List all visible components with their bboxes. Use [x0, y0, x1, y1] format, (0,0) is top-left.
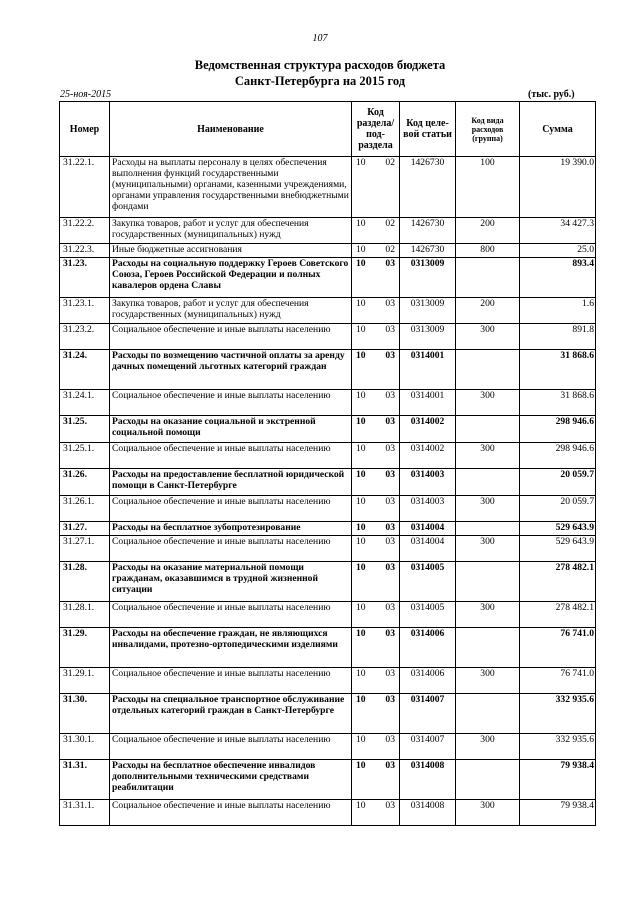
row-name: Расходы на предоставление бесплатной юридической помощи в Санкт-Петербурге	[110, 469, 352, 496]
row-subsection: 02	[376, 157, 400, 218]
row-name: Расходы по возмещению частичной оплаты за аренду дачных помещений льготных категорий граждан	[110, 350, 352, 390]
row-section: 10	[352, 668, 376, 694]
row-number: 31.25.1.	[60, 443, 110, 469]
row-article: 0314005	[400, 562, 456, 602]
row-number: 31.24.1.	[60, 390, 110, 416]
row-section: 10	[352, 800, 376, 826]
row-expense-type: 800	[456, 244, 520, 258]
row-expense-type	[456, 628, 520, 668]
table-header-row	[60, 102, 596, 157]
row-number: 31.23.1.	[60, 298, 110, 324]
row-subsection: 03	[376, 602, 400, 628]
row-expense-type: 300	[456, 602, 520, 628]
row-subsection: 03	[376, 536, 400, 562]
row-section: 10	[352, 350, 376, 390]
header-sum: Сумма	[520, 102, 596, 157]
row-section: 10	[352, 562, 376, 602]
row-sum: 76 741.0	[520, 628, 596, 668]
row-expense-type	[456, 760, 520, 800]
row-section: 10	[352, 734, 376, 760]
row-article: 0314008	[400, 760, 456, 800]
row-expense-type	[456, 694, 520, 734]
row-expense-type	[456, 258, 520, 298]
header-name: Наименование	[110, 102, 352, 157]
header-number: Номер	[60, 102, 110, 157]
row-number: 31.26.1.	[60, 496, 110, 522]
row-article: 0314004	[400, 536, 456, 562]
row-subsection: 03	[376, 390, 400, 416]
table-row	[60, 522, 596, 536]
row-sum: 25.0	[520, 244, 596, 258]
row-expense-type	[456, 350, 520, 390]
row-subsection: 03	[376, 258, 400, 298]
row-article: 0313009	[400, 298, 456, 324]
table-row	[60, 324, 596, 350]
row-number: 31.26.	[60, 469, 110, 496]
row-article: 1426730	[400, 157, 456, 218]
row-number: 31.23.	[60, 258, 110, 298]
row-name: Расходы на выплаты персоналу в целях обеспечения выполнения функций государственными (муниципальными) органами, казенными учреждениями, органами управления государственными внебюджетными фондами	[110, 157, 352, 218]
row-section: 10	[352, 390, 376, 416]
header-expense-type: Код вида расходов (группа)	[456, 102, 520, 157]
table-row	[60, 536, 596, 562]
row-number: 31.22.3.	[60, 244, 110, 258]
row-subsection: 03	[376, 760, 400, 800]
row-number: 31.28.1.	[60, 602, 110, 628]
row-sum: 34 427.3	[520, 218, 596, 244]
row-subsection: 03	[376, 522, 400, 536]
row-name: Социальное обеспечение и иные выплаты населению	[110, 668, 352, 694]
row-sum: 278 482.1	[520, 562, 596, 602]
row-article: 0314002	[400, 443, 456, 469]
row-article: 0314007	[400, 734, 456, 760]
table-row	[60, 628, 596, 668]
row-sum: 529 643.9	[520, 536, 596, 562]
report-date: 25-ноя-2015	[60, 89, 112, 100]
row-sum: 76 741.0	[520, 668, 596, 694]
row-sum: 893.4	[520, 258, 596, 298]
row-section: 10	[352, 628, 376, 668]
row-expense-type: 300	[456, 800, 520, 826]
row-sum: 20 059.7	[520, 496, 596, 522]
row-expense-type	[456, 562, 520, 602]
row-article: 0314007	[400, 694, 456, 734]
row-number: 31.30.1.	[60, 734, 110, 760]
table-row	[60, 416, 596, 443]
table-row	[60, 218, 596, 244]
row-name: Закупка товаров, работ и услуг для обеспечения государственных (муниципальных) нужд	[110, 218, 352, 244]
row-subsection: 03	[376, 324, 400, 350]
row-name: Социальное обеспечение и иные выплаты населению	[110, 390, 352, 416]
title-line-1: Ведомственная структура расходов бюджета	[194, 58, 446, 72]
row-number: 31.24.	[60, 350, 110, 390]
row-subsection: 02	[376, 244, 400, 258]
row-sum: 891.8	[520, 324, 596, 350]
row-name: Закупка товаров, работ и услуг для обеспечения государственных (муниципальных) нужд	[110, 298, 352, 324]
row-article: 0314002	[400, 416, 456, 443]
row-name: Социальное обеспечение и иные выплаты населению	[110, 734, 352, 760]
row-name: Социальное обеспечение и иные выплаты населению	[110, 800, 352, 826]
row-section: 10	[352, 298, 376, 324]
row-expense-type: 100	[456, 157, 520, 218]
table-row	[60, 298, 596, 324]
header-article: Код целе-вой статьи	[400, 102, 456, 157]
row-section: 10	[352, 218, 376, 244]
table-row	[60, 258, 596, 298]
row-article: 1426730	[400, 218, 456, 244]
row-number: 31.22.2.	[60, 218, 110, 244]
row-subsection: 02	[376, 218, 400, 244]
row-article: 0314001	[400, 390, 456, 416]
row-number: 31.29.	[60, 628, 110, 668]
table-row	[60, 157, 596, 218]
row-subsection: 03	[376, 416, 400, 443]
header-section: Код раздела/ под-раздела	[352, 102, 400, 157]
row-section: 10	[352, 602, 376, 628]
table-row	[60, 694, 596, 734]
row-sum: 529 643.9	[520, 522, 596, 536]
row-article: 0313009	[400, 324, 456, 350]
row-expense-type: 300	[456, 443, 520, 469]
row-sum: 79 938.4	[520, 800, 596, 826]
row-section: 10	[352, 258, 376, 298]
row-expense-type	[456, 416, 520, 443]
table-row	[60, 668, 596, 694]
row-sum: 332 935.6	[520, 694, 596, 734]
table-row	[60, 350, 596, 390]
page-number: 107	[312, 33, 328, 44]
row-sum: 1.6	[520, 298, 596, 324]
row-number: 31.29.1.	[60, 668, 110, 694]
table-row	[60, 800, 596, 826]
row-subsection: 03	[376, 628, 400, 668]
row-section: 10	[352, 536, 376, 562]
row-section: 10	[352, 324, 376, 350]
row-number: 31.30.	[60, 694, 110, 734]
table-row	[60, 244, 596, 258]
row-subsection: 03	[376, 469, 400, 496]
row-name: Социальное обеспечение и иные выплаты населению	[110, 496, 352, 522]
row-article: 0314006	[400, 668, 456, 694]
row-article: 0314003	[400, 469, 456, 496]
row-expense-type: 300	[456, 734, 520, 760]
row-section: 10	[352, 416, 376, 443]
row-subsection: 03	[376, 350, 400, 390]
row-expense-type: 200	[456, 218, 520, 244]
row-name: Расходы на обеспечение граждан, не являющихся инвалидами, протезно-ортопедическими изделиями	[110, 628, 352, 668]
row-section: 10	[352, 244, 376, 258]
row-subsection: 03	[376, 496, 400, 522]
row-sum: 79 938.4	[520, 760, 596, 800]
table-row	[60, 469, 596, 496]
row-number: 31.31.	[60, 760, 110, 800]
row-sum: 31 868.6	[520, 390, 596, 416]
row-section: 10	[352, 496, 376, 522]
row-expense-type	[456, 522, 520, 536]
row-article: 0314005	[400, 602, 456, 628]
row-section: 10	[352, 157, 376, 218]
row-expense-type: 300	[456, 668, 520, 694]
row-name: Расходы на специальное транспортное обслуживание отдельных категорий граждан в Санкт-Петербурге	[110, 694, 352, 734]
row-name: Расходы на оказание материальной помощи гражданам, оказавшимся в трудной жизненной ситуации	[110, 562, 352, 602]
row-expense-type: 300	[456, 496, 520, 522]
row-number: 31.22.1.	[60, 157, 110, 218]
row-sum: 31 868.6	[520, 350, 596, 390]
row-number: 31.28.	[60, 562, 110, 602]
row-name: Расходы на бесплатное зубопротезирование	[110, 522, 352, 536]
row-name: Социальное обеспечение и иные выплаты населению	[110, 443, 352, 469]
row-sum: 298 946.6	[520, 443, 596, 469]
row-expense-type: 300	[456, 324, 520, 350]
row-sum: 332 935.6	[520, 734, 596, 760]
row-section: 10	[352, 469, 376, 496]
table-row	[60, 390, 596, 416]
row-article: 0314006	[400, 628, 456, 668]
row-sum: 278 482.1	[520, 602, 596, 628]
row-name: Расходы на социальную поддержку Героев Советского Союза, Героев Российской Федерации и полных кавалеров ордена Славы	[110, 258, 352, 298]
row-expense-type: 300	[456, 390, 520, 416]
row-article: 0314008	[400, 800, 456, 826]
row-expense-type	[456, 469, 520, 496]
row-name: Расходы на оказание социальной и экстренной социальной помощи	[110, 416, 352, 443]
table-row	[60, 443, 596, 469]
row-name: Социальное обеспечение и иные выплаты населению	[110, 602, 352, 628]
title-line-2: Санкт-Петербурга на 2015 год	[234, 74, 406, 88]
row-number: 31.27.1.	[60, 536, 110, 562]
row-name: Расходы на бесплатное обеспечение инвалидов дополнительными техническими средствами реабилитации	[110, 760, 352, 800]
row-sum: 298 946.6	[520, 416, 596, 443]
row-article: 0313009	[400, 258, 456, 298]
row-section: 10	[352, 760, 376, 800]
table-row	[60, 562, 596, 602]
row-expense-type: 200	[456, 298, 520, 324]
row-name: Социальное обеспечение и иные выплаты населению	[110, 324, 352, 350]
row-article: 0314001	[400, 350, 456, 390]
row-number: 31.31.1.	[60, 800, 110, 826]
row-sum: 19 390.0	[520, 157, 596, 218]
row-subsection: 03	[376, 562, 400, 602]
table-row	[60, 602, 596, 628]
row-section: 10	[352, 694, 376, 734]
row-subsection: 03	[376, 734, 400, 760]
table-row	[60, 734, 596, 760]
row-section: 10	[352, 522, 376, 536]
row-subsection: 03	[376, 668, 400, 694]
row-sum: 20 059.7	[520, 469, 596, 496]
row-number: 31.25.	[60, 416, 110, 443]
document-title	[0, 57, 640, 89]
row-expense-type: 300	[456, 536, 520, 562]
row-article: 1426730	[400, 244, 456, 258]
row-subsection: 03	[376, 800, 400, 826]
table-row	[60, 496, 596, 522]
row-number: 31.23.2.	[60, 324, 110, 350]
row-number: 31.27.	[60, 522, 110, 536]
row-name: Социальное обеспечение и иные выплаты населению	[110, 536, 352, 562]
row-section: 10	[352, 443, 376, 469]
row-subsection: 03	[376, 443, 400, 469]
table-row	[60, 760, 596, 800]
row-subsection: 03	[376, 298, 400, 324]
budget-table	[59, 101, 596, 826]
table-body	[60, 157, 596, 826]
row-subsection: 03	[376, 694, 400, 734]
row-article: 0314003	[400, 496, 456, 522]
row-article: 0314004	[400, 522, 456, 536]
units-label: (тыс. руб.)	[528, 89, 575, 100]
row-name: Иные бюджетные ассигнования	[110, 244, 352, 258]
